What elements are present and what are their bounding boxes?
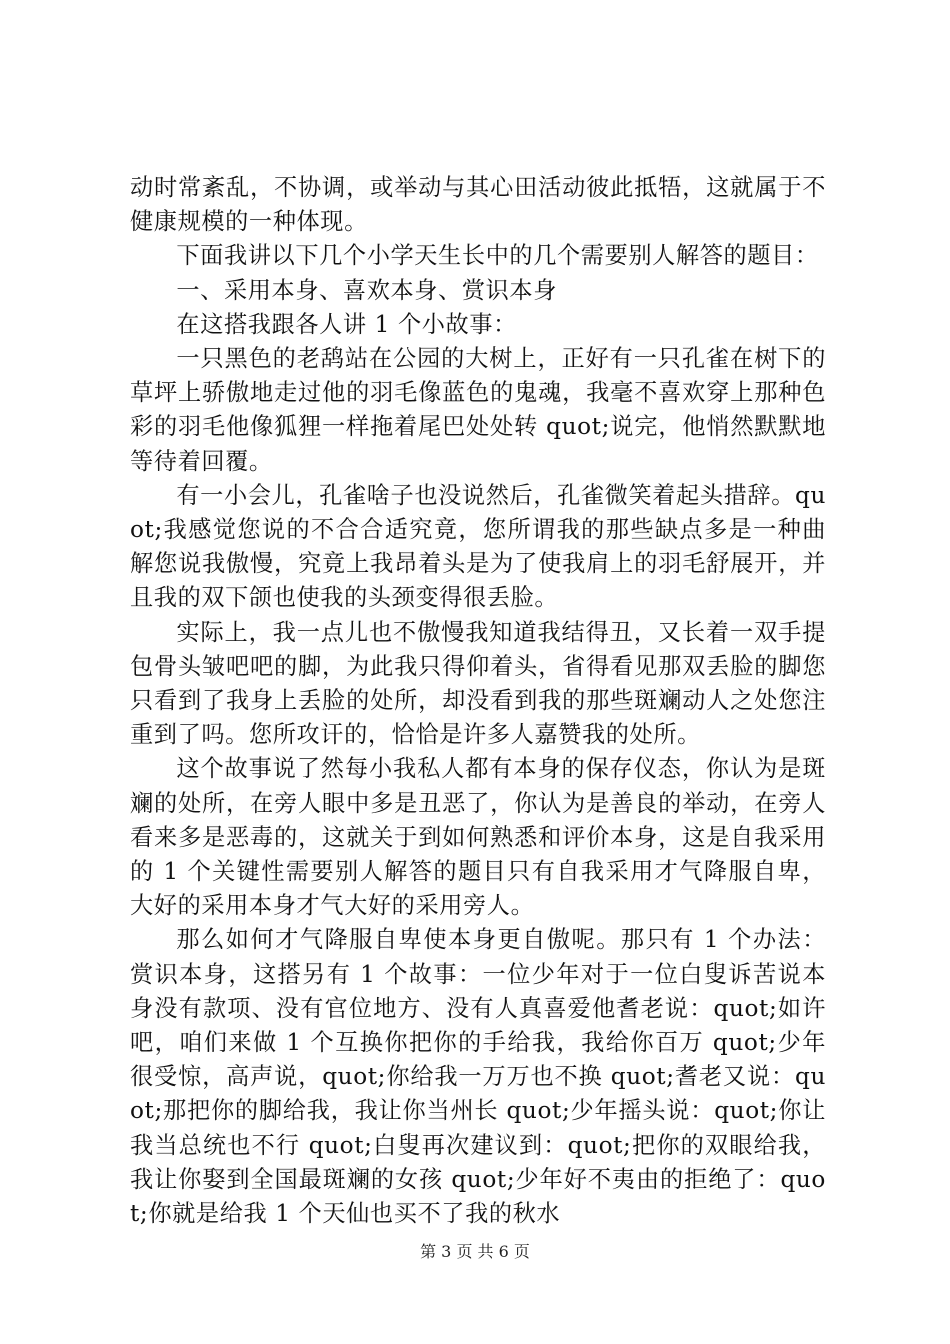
paragraph: 一只黑色的老鸹站在公园的大树上，正好有一只孔雀在树下的草坪上骄傲地走过他的羽毛像蓝色的鬼魂，我毫不喜欢穿上那种色彩的羽毛他像狐狸一样拖着尾巴处处转 quot;说完，他悄然默默地等待着回覆。 [130,345,826,475]
paragraph: 有一小会儿，孔雀啥子也没说然后，孔雀微笑着起头措辞。quot;我感觉您说的不合合适究竟，您所谓我的那些缺点多是一种曲解您说我傲慢，究竟上我昂着头是为了使我肩上的羽毛舒展开，并且我的双下颌也使我的头颈变得很丢脸。 [130,481,826,612]
paragraph: 实际上，我一点儿也不傲慢我知道我结得丑，又长着一双手提包骨头皱吧吧的脚，为此我只得仰着头，省得看见那双丢脸的脚您只看到了我身上丢脸的处所，却没看到我的那些斑斓动人之处您注重到了吗。您所攻讦的，恰恰是许多人嘉赞我的处所。 [130,618,826,749]
paragraph: 那么如何才气降服自卑使本身更自傲呢。那只有 1 个办法：赏识本身，这搭另有 1 个故事：一位少年对于一位白叟诉苦说本身没有款项、没有官位地方、没有人真喜爱他耆老说：quot;如许吧，咱们来做 1 个互换你把你的手给我，我给你百万 quot;少年很受惊，高声说，quot;你给我一万万也不换 quot;耆老又说：quot;那把你的脚给我，我让你当州长 quot;少年摇头说：quot;你让我当总统也不行 quot;白叟再次建议到：quot;把你的双眼给我，我让你娶到全国最斑斓的女孩 quot;少年好不夷由的拒绝了：quot;你就是给我 1 个天仙也买不了我的秋水 [130,926,826,1228]
paragraph: 在这搭我跟各人讲 1 个小故事： [176,310,517,338]
section-heading: 一、采用本身、喜欢本身、赏识本身 [176,276,557,304]
paragraph: 这个故事说了然每小我私人都有本身的保存仪态，你认为是斑斓的处所，在旁人眼中多是丑恶了，你认为是善良的举动，在旁人看来多是恶毒的，这就关于到如何熟悉和评价本身，这是自我采用的 1 个关键性需要别人解答的题目只有自我采用才气降服自卑，大好的采用本身才气大好的采用旁人。 [130,755,826,920]
page-footer: 第 3 页 共 6 页 [420,1242,530,1261]
document-body [130,171,826,1231]
paragraph-continuation: 动时常紊乱，不协调，或举动与其心田活动彼此抵牾，这就属于不健康规模的一种体现。 [130,174,826,236]
paragraph: 下面我讲以下几个小学天生长中的几个需要别人解答的题目： [176,242,819,270]
